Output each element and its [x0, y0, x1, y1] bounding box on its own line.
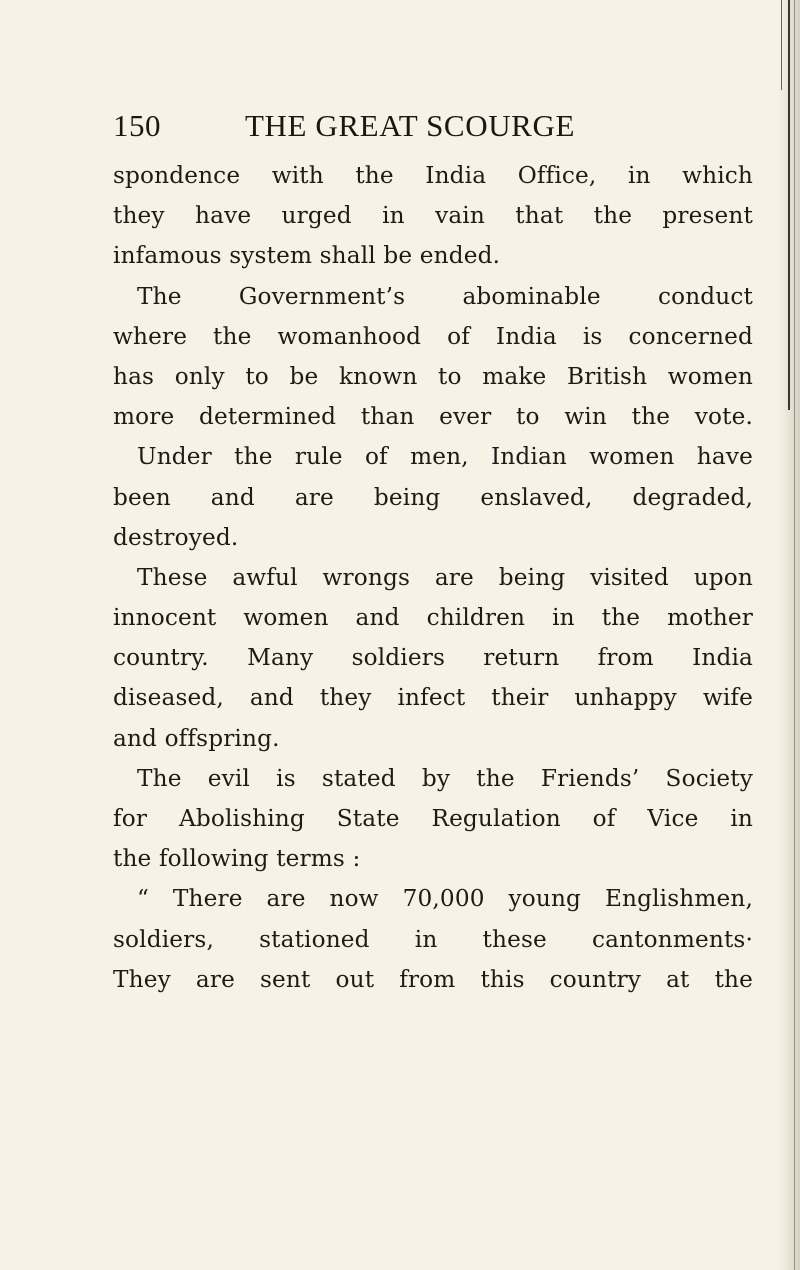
text-line: where the womanhood of India is concerned: [113, 322, 753, 350]
text-line: has only to be known to make British women: [113, 362, 753, 390]
text-line: for Abolishing State Regulation of Vice in: [113, 805, 753, 832]
text-line: These awful wrongs are being visited upon: [137, 563, 753, 591]
text-line: they have urged in vain that the present: [113, 202, 753, 230]
running-head: [113, 108, 633, 148]
text-line: and offspring.: [113, 724, 280, 752]
text-line: “ There are now 70,000 young Englishmen,: [137, 885, 753, 913]
text-line: country. Many soldiers return from India: [113, 644, 753, 672]
text-line: innocent women and children in the mother: [113, 604, 753, 632]
text-line: The Government’s abominable conduct: [137, 282, 753, 310]
text-line: destroyed.: [113, 523, 239, 551]
text-line: diseased, and they infect their unhappy wife: [113, 684, 753, 712]
text-line: soldiers, stationed in these cantonments·: [113, 925, 753, 953]
text-line: Under the rule of men, Indian women have: [137, 443, 753, 471]
text-line: They are sent out from this country at the: [113, 965, 753, 993]
text-line: been and are being enslaved, degraded,: [113, 483, 753, 511]
page-edge-line: [788, 0, 790, 410]
body-text: [113, 156, 753, 1000]
text-line: spondence with the India Office, in which: [113, 162, 753, 189]
text-line: the following terms :: [113, 845, 361, 873]
page-edge-line: [794, 0, 795, 1270]
text-line: The evil is stated by the Friends’ Society: [137, 764, 753, 792]
page-edge-line: [781, 0, 782, 90]
page-number: 150: [113, 108, 161, 143]
text-line: more determined than ever to win the vote.: [113, 403, 753, 431]
running-head-title: THE GREAT SCOURGE: [245, 108, 575, 143]
text-line: infamous system shall be ended.: [113, 242, 501, 270]
